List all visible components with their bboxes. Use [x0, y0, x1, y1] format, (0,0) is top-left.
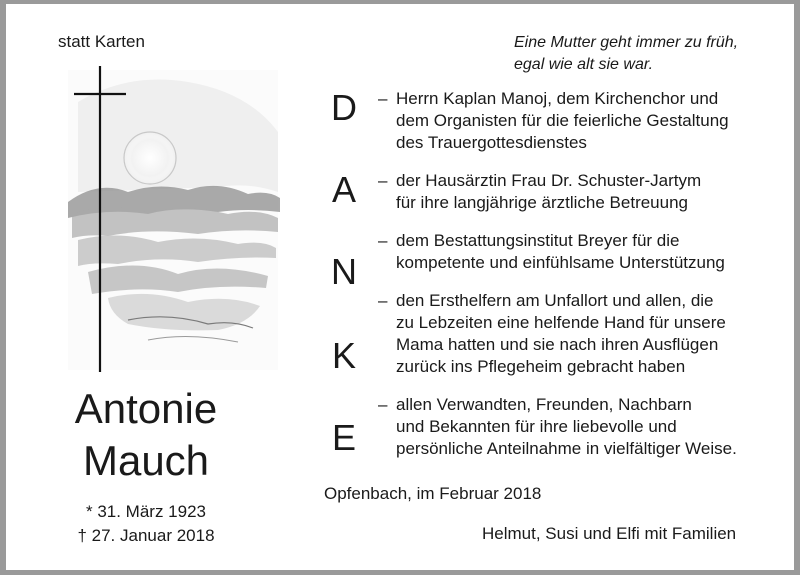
birth-date: * 31. März 1923: [85, 502, 206, 521]
danke-letter-n: N: [331, 251, 357, 292]
cross-landscape-illustration: [48, 62, 288, 374]
deceased-last-name: Mauch: [82, 437, 210, 484]
thanks-item: [378, 230, 725, 274]
thanks-line: – den Ersthelfern am Unfallort und allen, die: [378, 291, 714, 310]
dash: –: [378, 171, 388, 190]
place-date: Opfenbach, im Februar 2018: [324, 484, 542, 503]
thanks-item: [378, 290, 726, 378]
danke-letter-a: A: [331, 169, 356, 210]
thanks-line: Mama hatten und sie nach ihren Ausflügen: [396, 335, 719, 354]
statt-karten-label: statt Karten: [58, 32, 145, 51]
thanks-line: persönliche Anteilnahme in vielfältiger Weise.: [396, 439, 737, 458]
death-date: † 27. Januar 2018: [77, 526, 215, 545]
thanks-line: – Herrn Kaplan Manoj, dem Kirchenchor und: [378, 89, 719, 108]
motto-line-1: Eine Mutter geht immer zu früh,: [514, 34, 739, 51]
thanks-line: kompetente und einfühlsame Unterstützung: [396, 253, 725, 272]
sun-icon: [124, 132, 176, 184]
signature: Helmut, Susi und Elfi mit Familien: [482, 524, 737, 543]
thanks-line: für ihre langjährige ärztliche Betreuung: [396, 193, 689, 212]
thanks-line: des Trauergottesdienstes: [396, 133, 587, 152]
obituary-card: [6, 4, 794, 570]
dash: –: [378, 89, 388, 108]
danke-letter-d: D: [331, 87, 357, 128]
thanks-item: [378, 170, 701, 214]
thanks-line: – der Hausärztin Frau Dr. Schuster-Jartym: [378, 171, 702, 190]
thanks-line: dem Organisten für die feierliche Gestaltung: [396, 111, 729, 130]
danke-letter-k: K: [331, 335, 356, 376]
thanks-line: zurück ins Pflegeheim gebracht haben: [396, 357, 686, 376]
deceased-first-name: Antonie: [74, 385, 218, 432]
thanks-line: und Bekannten für ihre liebevolle und: [396, 417, 677, 436]
thanks-item: [378, 88, 729, 154]
thanks-line: – allen Verwandten, Freunden, Nachbarn: [378, 395, 692, 414]
thanks-line: – dem Bestattungsinstitut Breyer für die: [378, 231, 680, 250]
danke-letter-e: E: [331, 417, 356, 458]
thanks-line: zu Lebzeiten eine helfende Hand für unsere: [396, 313, 726, 332]
dash: –: [378, 231, 388, 250]
thanks-item: [378, 394, 737, 460]
motto: [514, 32, 738, 76]
dash: –: [378, 395, 388, 414]
motto-line-2: egal wie alt sie war.: [514, 56, 654, 73]
dash: –: [378, 291, 388, 310]
